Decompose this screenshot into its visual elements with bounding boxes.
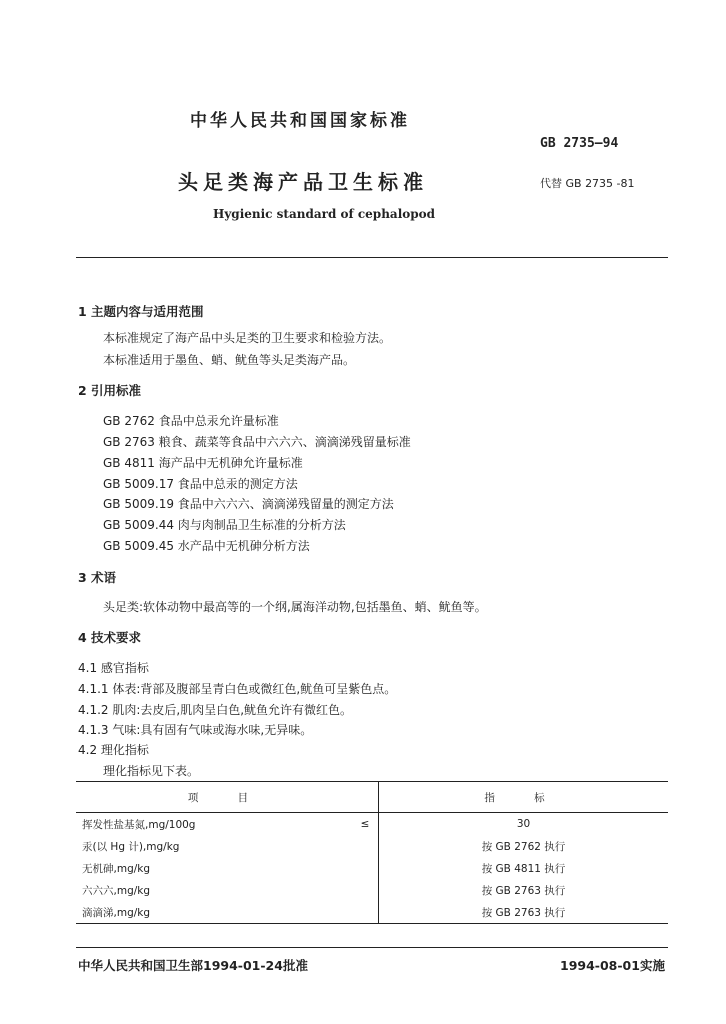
row-value: 30 — [379, 813, 669, 836]
section-heading-2: 2 引用标准 — [78, 383, 142, 398]
table-row — [76, 901, 668, 924]
indicator-table — [76, 781, 668, 924]
row-operator: ≤ — [360, 818, 370, 830]
implementation-date: 1994-08-01实施 — [560, 958, 665, 973]
replaces-standard: 代替 GB 2735 -81 — [540, 177, 635, 190]
paragraph: 本标准适用于墨鱼、蛸、鱿鱼等头足类海产品。 — [103, 353, 356, 367]
table-row — [76, 835, 668, 857]
document-title: 头足类海产品卫生标准 — [178, 170, 428, 194]
row-value: 按 GB 2763 执行 — [379, 879, 669, 901]
standard-number: GB 2735—94 — [540, 136, 619, 151]
header-divider — [76, 257, 668, 258]
column-header-item: 项 目 — [76, 782, 379, 813]
clause-4-1-3: 4.1.3 气味:具有固有气味或海水味,无异味。 — [78, 723, 313, 737]
approval-line: 中华人民共和国卫生部1994-01-24批准 — [78, 958, 308, 973]
section-heading-3: 3 术语 — [78, 570, 117, 585]
clause-4-2: 4.2 理化指标 — [78, 743, 149, 757]
row-operator — [352, 901, 379, 924]
row-value: 按 GB 4811 执行 — [379, 857, 669, 879]
section-heading-1: 1 主题内容与适用范围 — [78, 304, 204, 319]
paragraph: 头足类:软体动物中最高等的一个纲,属海洋动物,包括墨鱼、蛸、鱿鱼等。 — [103, 600, 487, 614]
reference-item: GB 5009.44 肉与肉制品卫生标准的分析方法 — [103, 518, 346, 532]
reference-item: GB 5009.17 食品中总汞的测定方法 — [103, 477, 298, 491]
row-item: 挥发性盐基氮,mg/100g — [82, 818, 196, 831]
row-item: 无机砷,mg/kg — [82, 862, 151, 875]
row-value: 按 GB 2763 执行 — [379, 901, 669, 924]
table-row — [76, 879, 668, 901]
table-header-row — [76, 782, 668, 813]
footer-divider — [76, 947, 668, 948]
document-title-english: Hygienic standard of cephalopod — [213, 207, 436, 221]
row-operator — [352, 879, 379, 901]
clause-4-1-2: 4.1.2 肌肉:去皮后,肌肉呈白色,鱿鱼允许有微红色。 — [78, 703, 353, 717]
reference-item: GB 2763 粮食、蔬菜等食品中六六六、滴滴涕残留量标准 — [103, 435, 411, 449]
paragraph: 理化指标见下表。 — [103, 764, 200, 778]
clause-4-1: 4.1 感官指标 — [78, 661, 149, 675]
reference-item: GB 2762 食品中总汞允许量标准 — [103, 414, 279, 428]
row-item: 六六六,mg/kg — [82, 884, 151, 897]
issuing-authority-title: 中华人民共和国国家标准 — [190, 111, 410, 131]
reference-item: GB 4811 海产品中无机砷允许量标准 — [103, 456, 303, 470]
row-item: 滴滴涕,mg/kg — [76, 901, 352, 924]
row-operator — [352, 835, 379, 857]
reference-item: GB 5009.19 食品中六六六、滴滴涕残留量的测定方法 — [103, 497, 394, 511]
paragraph: 本标准规定了海产品中头足类的卫生要求和检验方法。 — [103, 331, 392, 345]
table-row — [76, 813, 668, 836]
clause-4-1-1: 4.1.1 体表:背部及腹部呈青白色或微红色,鱿鱼可呈紫色点。 — [78, 682, 397, 696]
row-operator — [352, 857, 379, 879]
section-heading-4: 4 技术要求 — [78, 630, 142, 645]
table-row — [76, 857, 668, 879]
row-item: 汞(以 Hg 计),mg/kg — [82, 840, 180, 853]
column-header-index: 指 标 — [379, 782, 669, 813]
reference-item: GB 5009.45 水产品中无机砷分析方法 — [103, 539, 310, 553]
row-value: 按 GB 2762 执行 — [379, 835, 669, 857]
